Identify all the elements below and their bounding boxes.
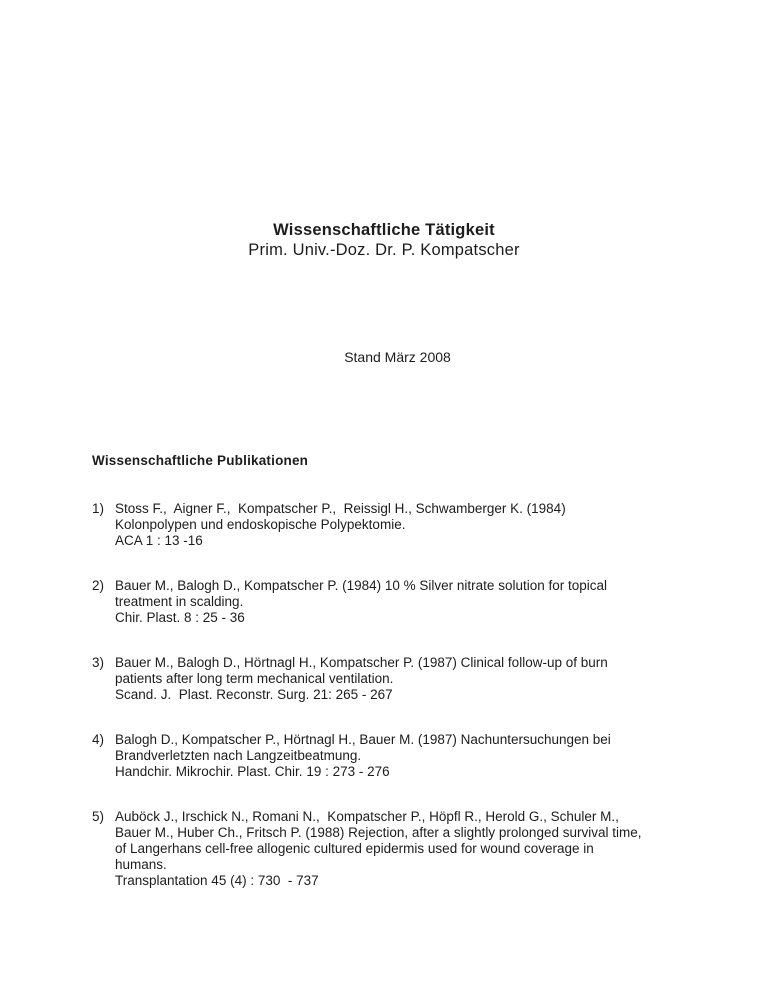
publication-line: Kolonpolypen und endoskopische Polypektomie. xyxy=(115,517,406,532)
publication-line: Brandverletzten nach Langzeitbeatmung. xyxy=(115,748,362,763)
publication-item xyxy=(92,655,708,703)
section-heading: Wissenschaftliche Publikationen xyxy=(92,453,309,468)
publication-number: 5) xyxy=(92,809,105,824)
publication-line: Stoss F., Aigner F., Kompatscher P., Reissigl H., Schwamberger K. (1984) xyxy=(115,501,566,516)
publication-line: Auböck J., Irschick N., Romani N., Kompatscher P., Höpfl R., Herold G., Schuler M., xyxy=(115,809,619,824)
publication-line: Handchir. Mikrochir. Plast. Chir. 19 : 273 - 276 xyxy=(115,764,390,779)
publication-text xyxy=(115,501,708,549)
publication-text xyxy=(115,732,708,780)
publication-line: humans. xyxy=(115,857,167,872)
publication-number: 1) xyxy=(92,501,105,516)
publication-line: Scand. J. Plast. Reconstr. Surg. 21: 265 - 267 xyxy=(115,687,393,702)
publication-list xyxy=(92,501,708,918)
publication-number: 3) xyxy=(92,655,105,670)
date-line: Stand März 2008 xyxy=(344,349,451,365)
publication-line: Transplantation 45 (4) : 730 - 737 xyxy=(115,873,319,888)
publication-line: Bauer M., Balogh D., Kompatscher P. (1984) 10 % Silver nitrate solution for topical xyxy=(115,578,607,593)
publication-text xyxy=(115,809,708,889)
publication-text xyxy=(115,655,708,703)
publication-line: ACA 1 : 13 -16 xyxy=(115,533,203,548)
publication-line: Chir. Plast. 8 : 25 - 36 xyxy=(115,610,245,625)
publication-item xyxy=(92,501,708,549)
publication-line: of Langerhans cell-free allogenic cultured epidermis used for wound coverage in xyxy=(115,841,594,856)
publication-item xyxy=(92,809,708,889)
publication-line: Balogh D., Kompatscher P., Hörtnagl H., Bauer M. (1987) Nachuntersuchungen bei xyxy=(115,732,611,747)
document-subtitle: Prim. Univ.-Doz. Dr. P. Kompatscher xyxy=(248,241,520,259)
document-header xyxy=(0,220,768,260)
document-title: Wissenschaftliche Tätigkeit xyxy=(273,221,495,239)
publication-line: Bauer M., Huber Ch., Fritsch P. (1988) Rejection, after a slightly prolonged survival time, xyxy=(115,825,642,840)
publication-text xyxy=(115,578,708,626)
publication-item xyxy=(92,578,708,626)
publication-line: patients after long term mechanical ventilation. xyxy=(115,671,394,686)
publication-item xyxy=(92,732,708,780)
publication-line: Bauer M., Balogh D., Hörtnagl H., Kompatscher P. (1987) Clinical follow-up of burn xyxy=(115,655,608,670)
publication-line: treatment in scalding. xyxy=(115,594,244,609)
publication-number: 4) xyxy=(92,732,105,747)
publication-number: 2) xyxy=(92,578,105,593)
